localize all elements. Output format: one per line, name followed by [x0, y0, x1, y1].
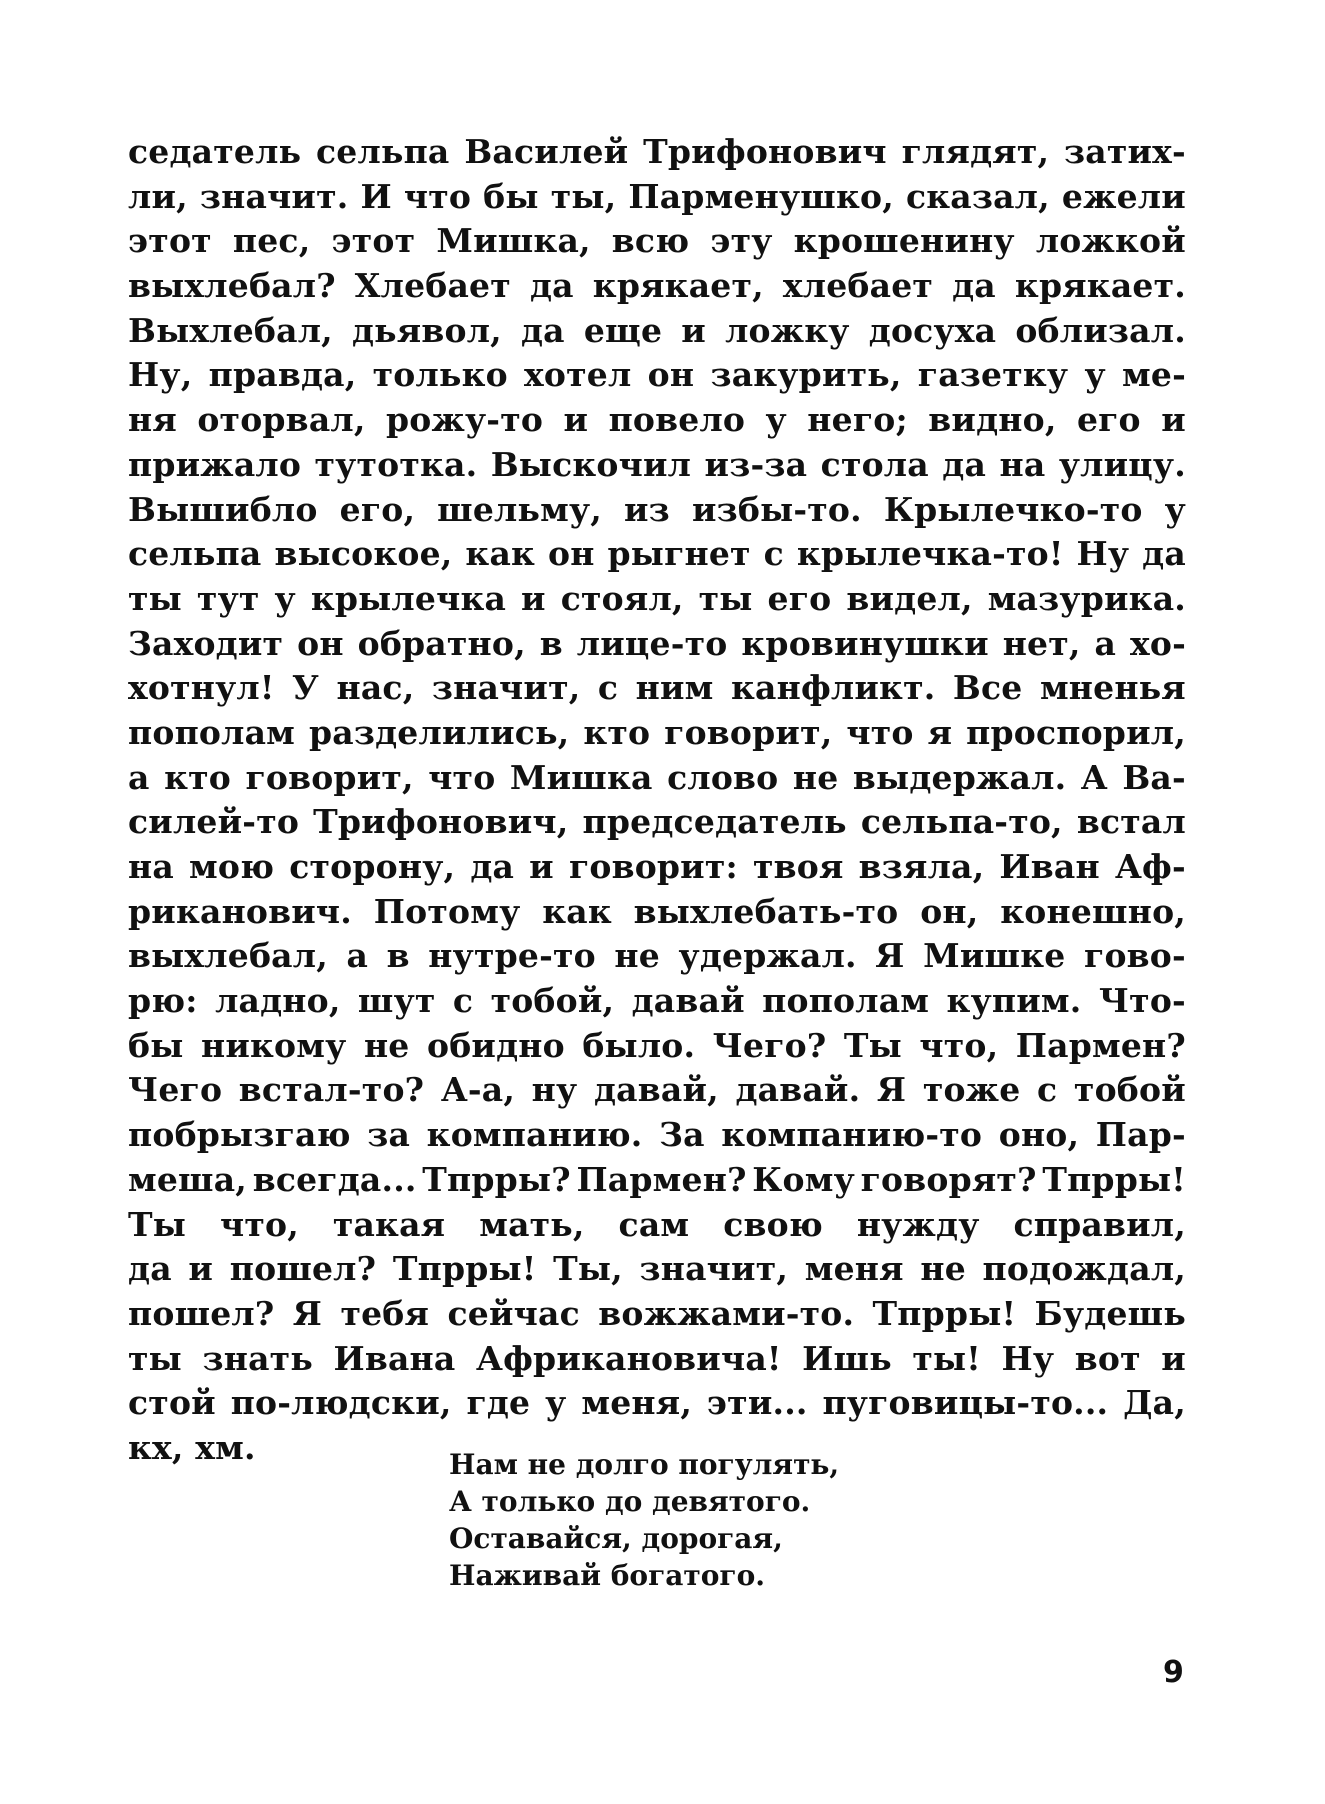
prose-line: риканович. Потому как выхлебать-то он, конешно, [128, 891, 1186, 931]
prose-line: Ты что, такая мать, сам свою нужду справил, [128, 1204, 1186, 1244]
prose-line: сельпа высокое, как он рыгнет с крылечка-то! Ну да [128, 534, 1186, 574]
prose-line: меша, всегда... Тпрры? Пармен? Кому говорят? Тпрры! [128, 1159, 1186, 1199]
verse-block [449, 1446, 839, 1594]
prose-line: рю: ладно, шут с тобой, давай пополам купим. Что- [128, 981, 1186, 1021]
prose-line: ты знать Ивана Африкановича! Ишь ты! Ну вот и [128, 1338, 1186, 1378]
prose-line: побрызгаю за компанию. За компанию-то оно, Пар- [128, 1115, 1186, 1155]
prose-line: выхлебал? Хлебает да крякает, хлебает да крякает. [128, 266, 1186, 306]
prose-line: этот пес, этот Мишка, всю эту крошенину ложкой [128, 221, 1186, 261]
verse-line: А только до девятого. [449, 1485, 811, 1518]
prose-line: ня оторвал, рожу-то и повело у него; видно, его и [128, 400, 1186, 440]
prose-line: Ну, правда, только хотел он закурить, газетку у ме- [128, 355, 1186, 395]
verse-line: Нам не долго погулять, [449, 1448, 840, 1481]
prose-line: на мою сторону, да и говорит: твоя взяла, Иван Аф- [128, 847, 1186, 886]
verse-line: Наживай богатого. [449, 1559, 766, 1592]
prose-line: седатель сельпа Василей Трифонович глядят, затих- [128, 132, 1186, 171]
prose-line: пополам разделились, кто говорит, что я проспорил, [128, 712, 1186, 752]
prose-line: хотнул! У нас, значит, с ним канфликт. Все мненья [128, 668, 1186, 708]
prose-line: стой по-людски, где у меня, эти... пуговицы-то... Да, [128, 1383, 1186, 1423]
prose-line: кх, хм. [128, 1427, 256, 1467]
prose-line: Выхлебал, дьявол, да еще и ложку досуха облизал. [128, 310, 1186, 350]
page-number: 9 [1163, 1655, 1184, 1690]
prose-line: Чего встал-то? А-а, ну давай, давай. Я тоже с тобой [128, 1070, 1186, 1110]
verse-line: Оставайся, дорогая, [449, 1522, 783, 1555]
prose-line: силей-то Трифонович, председатель сельпа-то, встал [128, 802, 1186, 842]
prose-line: Вышибло его, шельму, из избы-то. Крылечко-то у [128, 489, 1186, 529]
prose-line: пошел? Я тебя сейчас вожжами-то. Тпрры! Будешь [128, 1293, 1186, 1333]
prose-line: да и пошел? Тпрры! Ты, значит, меня не подождал, [128, 1249, 1186, 1289]
prose-line: Заходит он обратно, в лице-то кровинушки нет, а хо- [128, 623, 1186, 663]
prose-line: ли, значит. И что бы ты, Парменушко, сказал, ежели [128, 176, 1186, 216]
prose-line: ты тут у крылечка и стоял, ты его видел, мазурика. [128, 578, 1186, 618]
prose-line: а кто говорит, что Мишка слово не выдержал. А Ва- [128, 757, 1186, 797]
prose-line: выхлебал, а в нутре-то не удержал. Я Мишке гово- [128, 936, 1186, 976]
prose-line: бы никому не обидно было. Чего? Ты что, Пармен? [128, 1025, 1186, 1065]
prose-block [128, 130, 1186, 1471]
prose-line: прижало тутотка. Выскочил из-за стола да на улицу. [128, 444, 1186, 484]
